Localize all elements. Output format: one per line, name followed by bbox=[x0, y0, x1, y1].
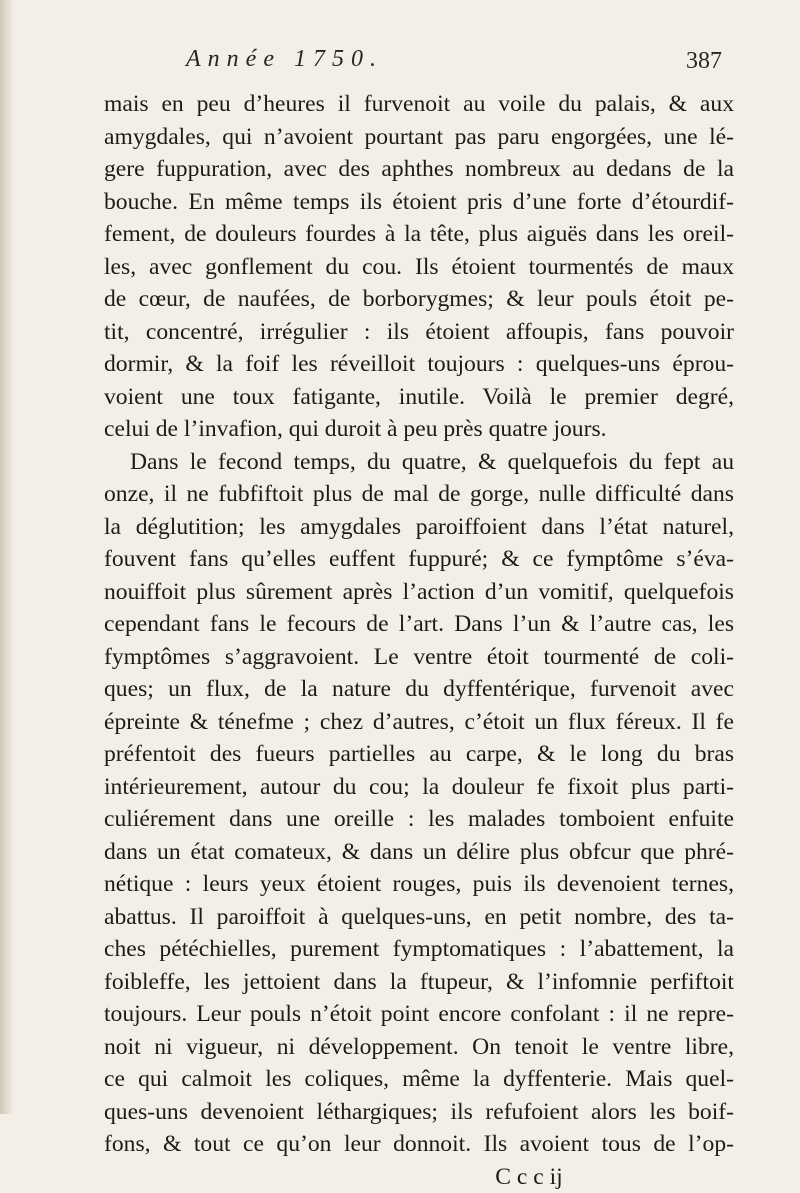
text-line: amygdales, qui n’avoient pourtant pas paru engorgées, une lé- bbox=[104, 121, 734, 154]
text-line: nétique : leurs yeux étoient rouges, puis ils devenoient ternes, bbox=[104, 868, 734, 901]
page-number: 387 bbox=[686, 48, 722, 75]
text-line: cependant fans le fecours de l’art. Dans l’un & l’autre cas, les bbox=[104, 608, 734, 641]
text-line: fouvent fans qu’elles euffent fuppuré; & ce fymptôme s’éva- bbox=[104, 543, 734, 576]
text-line: bouche. En même temps ils étoient pris d’une forte d’étourdif- bbox=[104, 186, 734, 219]
text-line: culiérement dans une oreille : les malades tomboient enfuite bbox=[104, 803, 734, 836]
text-line: intérieurement, autour du cou; la douleur fe fixoit plus parti- bbox=[104, 771, 734, 804]
text-line: les, avec gonflement du cou. Ils étoient tourmentés de maux bbox=[104, 251, 734, 284]
book-page bbox=[104, 46, 734, 1193]
page-header bbox=[104, 46, 734, 82]
text-line: la déglutition; les amygdales paroiffoient dans l’état naturel, bbox=[104, 511, 734, 544]
text-line: ches pétéchielles, purement fymptomatiques : l’abattement, la bbox=[104, 933, 734, 966]
text-line: foibleffe, les jettoient dans la ftupeur, & l’infomnie perfiftoit bbox=[104, 966, 734, 999]
text-line: fons, & tout ce qu’on leur donnoit. Ils avoient tous de l’op- bbox=[104, 1128, 734, 1161]
body-text bbox=[104, 88, 734, 1193]
text-line: ce qui calmoit les coliques, même la dyffenterie. Mais quel- bbox=[104, 1063, 734, 1096]
text-line: ques; un flux, de la nature du dyffentérique, furvenoit avec bbox=[104, 673, 734, 706]
page-binding-edge bbox=[0, 0, 14, 1114]
text-line: abattus. Il paroiffoit à quelques-uns, en petit nombre, des ta- bbox=[104, 901, 734, 934]
text-line: mais en peu d’heures il furvenoit au voile du palais, & aux bbox=[104, 88, 734, 121]
text-line: noit ni vigueur, ni développement. On tenoit le ventre libre, bbox=[104, 1031, 734, 1064]
text-line: voient une toux fatigante, inutile. Voilà le premier degré, bbox=[104, 381, 734, 414]
text-line: dormir, & la foif les réveilloit toujours : quelques-uns éprou- bbox=[104, 348, 734, 381]
text-line: celui de l’invafion, qui duroit à peu près quatre jours. bbox=[104, 413, 734, 446]
text-line: tit, concentré, irrégulier : ils étoient affoupis, fans pouvoir bbox=[104, 316, 734, 349]
text-line: ques-uns devenoient léthargiques; ils refufoient alors les boif- bbox=[104, 1096, 734, 1129]
signature-mark: C c c ij bbox=[104, 1161, 734, 1193]
running-title: Année 1750. bbox=[186, 46, 383, 73]
text-line: gere fuppuration, avec des aphthes nombreux au dedans de la bbox=[104, 153, 734, 186]
text-line: préfentoit des fueurs partielles au carpe, & le long du bras bbox=[104, 738, 734, 771]
paragraph-start-line: Dans le fecond temps, du quatre, & quelquefois du fept au bbox=[104, 446, 734, 479]
text-line: épreinte & ténefme ; chez d’autres, c’étoit un flux féreux. Il fe bbox=[104, 706, 734, 739]
text-line: de cœur, de naufées, de borborygmes; & leur pouls étoit pe- bbox=[104, 283, 734, 316]
text-line: onze, il ne fubfiftoit plus de mal de gorge, nulle difficulté dans bbox=[104, 478, 734, 511]
text-line: fement, de douleurs fourdes à la tête, plus aiguës dans les oreil- bbox=[104, 218, 734, 251]
text-line: nouiffoit plus sûrement après l’action d’un vomitif, quelquefois bbox=[104, 576, 734, 609]
text-line: fymptômes s’aggravoient. Le ventre étoit tourmenté de coli- bbox=[104, 641, 734, 674]
text-line: toujours. Leur pouls n’étoit point encore confolant : il ne repre- bbox=[104, 998, 734, 1031]
text-line: dans un état comateux, & dans un délire plus obfcur que phré- bbox=[104, 836, 734, 869]
